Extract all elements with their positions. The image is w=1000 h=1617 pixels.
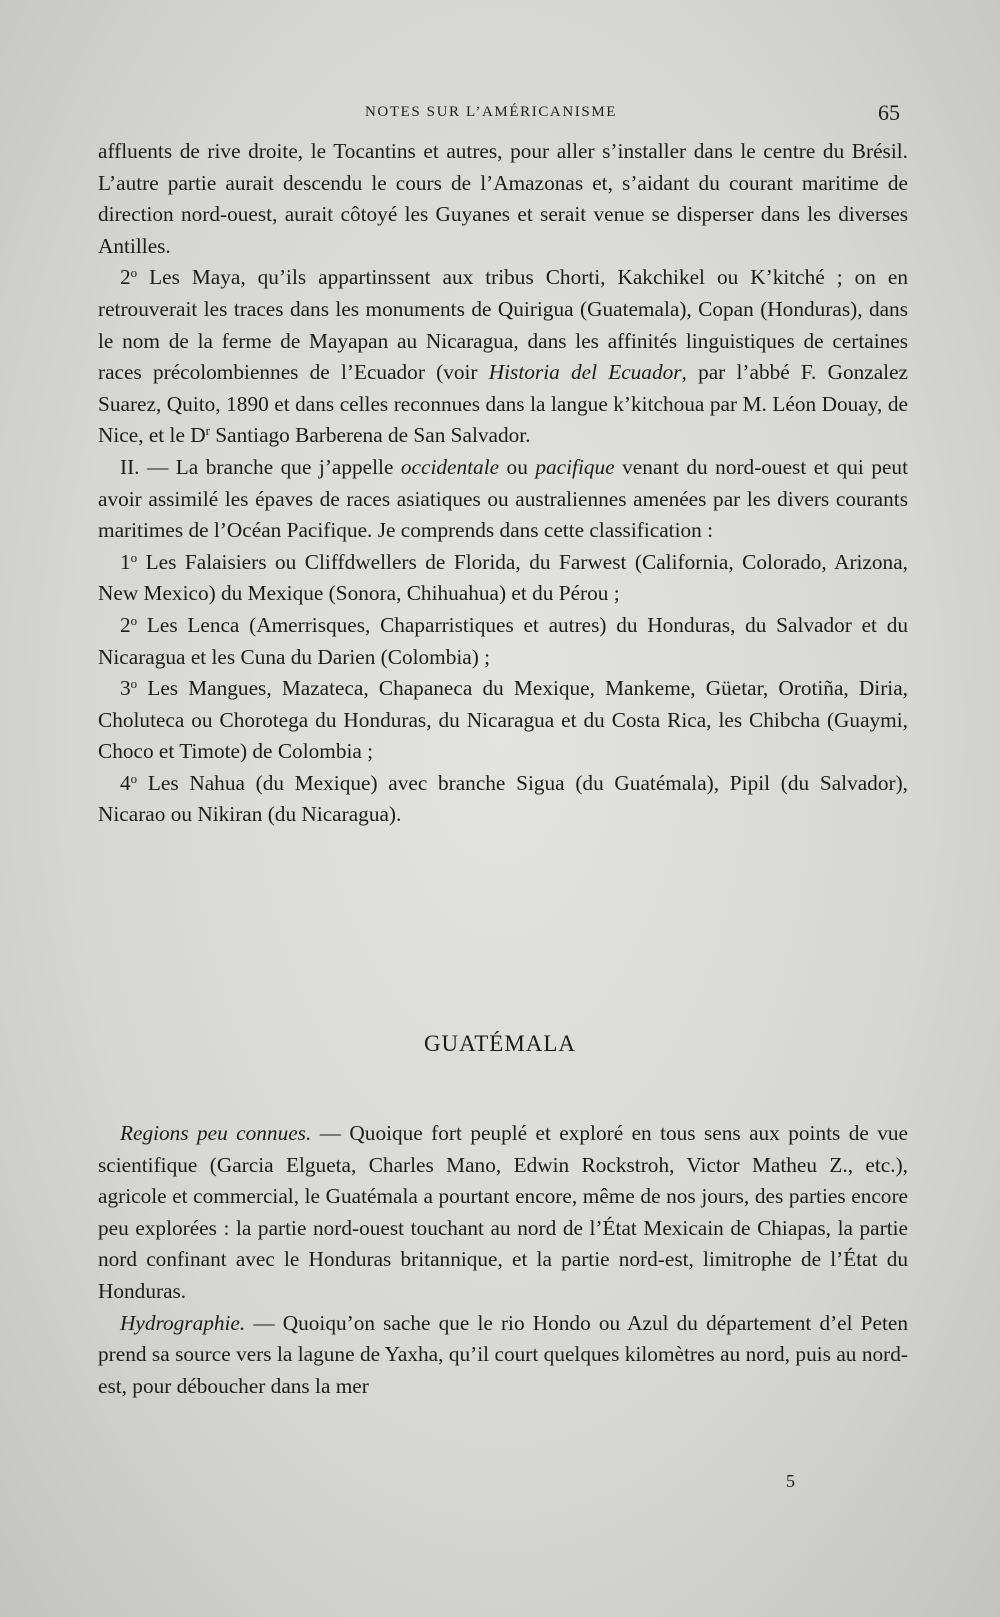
signature-mark: 5 <box>786 1471 795 1491</box>
body-text-bottom <box>98 1118 908 1402</box>
list-item-lenca: 2$^o$ Les Lenca (Amerrisques, Chaparristiques et autres) du Honduras, du Salvador et du Nicaragua et les Cuna du Darien (Colombia) ; <box>98 612 908 669</box>
section-title: GUATÉMALA <box>423 1031 577 1056</box>
paragraph-maya: 2$^o$ Les Maya, qu’ils appartinssent aux tribus Chorti, Kakchikel ou K’kitché ; on en retrouverait les traces dans les monuments de Quirigua (Guatemala), Copan (Honduras), dans le nom de la ferme de Mayapan au Nicaragua, dans les affinités linguistiques de certaines races précolombiennes de l’Ecuador (voir Historia del Ecuador, par l’abbé F. Gonzalez Suarez, Quito, 1890 et dans celles reconnues dans la langue k’kitchoua par M. Léon Douay, de Nice, et le $D^r$ Santiago Barberena de San Salvador. <box>98 265 908 448</box>
page-number: 65 <box>878 100 900 125</box>
book-title: Historia del Ecuador <box>488 360 682 385</box>
paragraph-hydrographie: Hydrographie. — Quoiqu’on sache que le rio Hondo ou Azul du département d’el Peten prend sa source vers la lagune de Yaxha, qu’il court quelques kilomètres au nord, puis au nord-est, pour déboucher dans la mer <box>98 1310 908 1398</box>
list-item-falaisiers: 1$^o$ Les Falaisiers ou Cliffdwellers de Florida, du Farwest (California, Colorado, Arizona, New Mexico) du Mexique (Sonora, Chihuahua) et du Pérou ; <box>98 549 908 606</box>
paragraph-branche-occidentale: II. — La branche que j’appelle occidentale ou pacifique venant du nord-ouest et qui peut avoir assimilé les épaves de races asiatiques ou australiennes amenées par les divers courants maritimes de l’Océan Pacifique. Je comprends dans cette classification : <box>98 454 908 543</box>
paragraph-regions: Regions peu connues. — Quoique fort peuplé et exploré en tous sens aux points de vue scientifique (Garcia Elgueta, Charles Mano, Edwin Rockstroh, Victor Matheu Z., etc.), agricole et commercial, le Guatémala a pourtant encore, même de nos jours, des parties encore peu explorées : la partie nord-ouest touchant au nord de l’État Mexicain de Chiapas, la partie nord confinant avec le Honduras britannique, et la partie nord-est, limitrophe de l’État du Honduras. <box>98 1121 908 1303</box>
running-title: NOTES SUR L’AMÉRICANISME <box>365 104 618 120</box>
list-item-nahua: 4$^o$ Les Nahua (du Mexique) avec branche Sigua (du Guatémala), Pipil (du Salvador), Nicarao ou Nikiran (du Nicaragua). <box>98 770 908 827</box>
list-item-mangues: 3$^o$ Les Mangues, Mazateca, Chapaneca du Mexique, Mankeme, Güetar, Orotiña, Diria, Choluteca ou Chorotega du Honduras, du Nicaragua et du Costa Rica, les Chibcha (Guaymi, Choco et Timote) de Colombia ; <box>98 676 908 764</box>
running-header <box>100 100 900 130</box>
body-text-top <box>98 136 908 831</box>
paragraph-tocantins: affluents de rive droite, le Tocantins et autres, pour aller s’installer dans le centre du Brésil. L’autre partie aurait descendu le cours de l’Amazonas et, s’aidant du courant maritime de direction nord-ouest, aurait côtoyé les Guyanes et serait venue se disperser dans les diverses Antilles. <box>98 139 908 258</box>
